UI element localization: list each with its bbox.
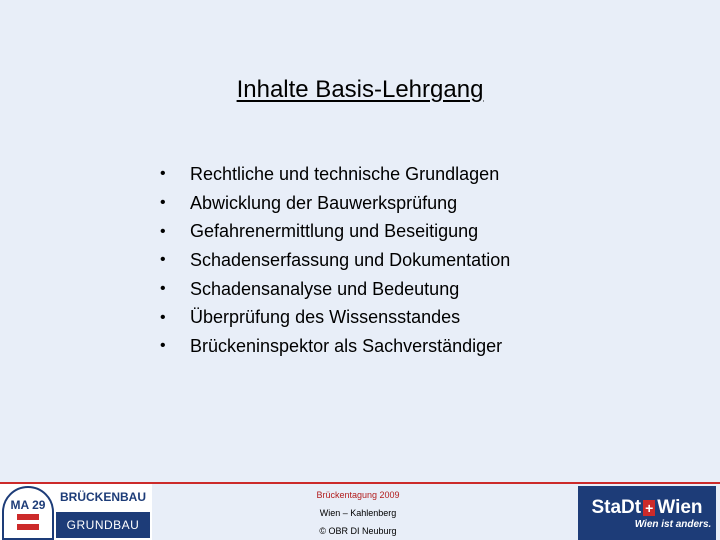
- stadt-wien-wordmark: [591, 497, 702, 519]
- list-item: [160, 160, 510, 189]
- stadt-wordmark-left: StaDt: [591, 496, 642, 518]
- bullet-icon: •: [160, 280, 166, 298]
- list-item-text: Brückeninspektor als Sachverständiger: [190, 335, 503, 356]
- bullet-icon: •: [160, 194, 166, 212]
- vienna-cross-icon: +: [645, 499, 654, 516]
- slide-title: [0, 76, 720, 104]
- bullet-list: [160, 160, 510, 361]
- slide-title-text: Inhalte Basis-Lehrgang: [236, 76, 484, 103]
- bullet-icon: •: [160, 308, 166, 326]
- list-item-text: Rechtliche und technische Grundlagen: [190, 163, 500, 184]
- bullet-icon: •: [160, 337, 166, 355]
- list-item-text: Schadenserfassung und Dokumentation: [190, 249, 511, 270]
- list-item-text: Überprüfung des Wissensstandes: [190, 307, 461, 328]
- list-item: [160, 217, 510, 246]
- stadt-wordmark-right: Wien: [657, 496, 703, 518]
- list-item-text: Abwicklung der Bauwerksprüfung: [190, 192, 458, 213]
- vienna-crest-icon: [17, 514, 39, 530]
- footer-author: © OBR DI Neuburg: [319, 526, 397, 536]
- list-item: [160, 332, 510, 361]
- brueckenbau-label: BRÜCKENBAU: [56, 486, 150, 508]
- bullet-icon: •: [160, 222, 166, 240]
- list-item: [160, 246, 510, 275]
- bullet-icon: •: [160, 165, 166, 183]
- grundbau-label: GRUNDBAU: [56, 512, 150, 538]
- list-item: [160, 275, 510, 304]
- bullet-icon: •: [160, 251, 166, 269]
- footer-info: [280, 486, 436, 540]
- ma29-logo-text: MA 29: [10, 498, 46, 512]
- list-item: [160, 189, 510, 218]
- stadt-wien-slogan: Wien ist anders.: [634, 518, 712, 530]
- list-item-text: Schadensanalyse und Bedeutung: [190, 278, 460, 299]
- footer-location: Wien – Kahlenberg: [319, 508, 397, 518]
- footer-event: Brückentagung 2009: [316, 490, 400, 500]
- stadt-wien-logo: [578, 486, 716, 540]
- list-item-text: Gefahrenermittlung und Beseitigung: [190, 221, 479, 242]
- ma29-logo: [2, 486, 54, 540]
- list-item: [160, 303, 510, 332]
